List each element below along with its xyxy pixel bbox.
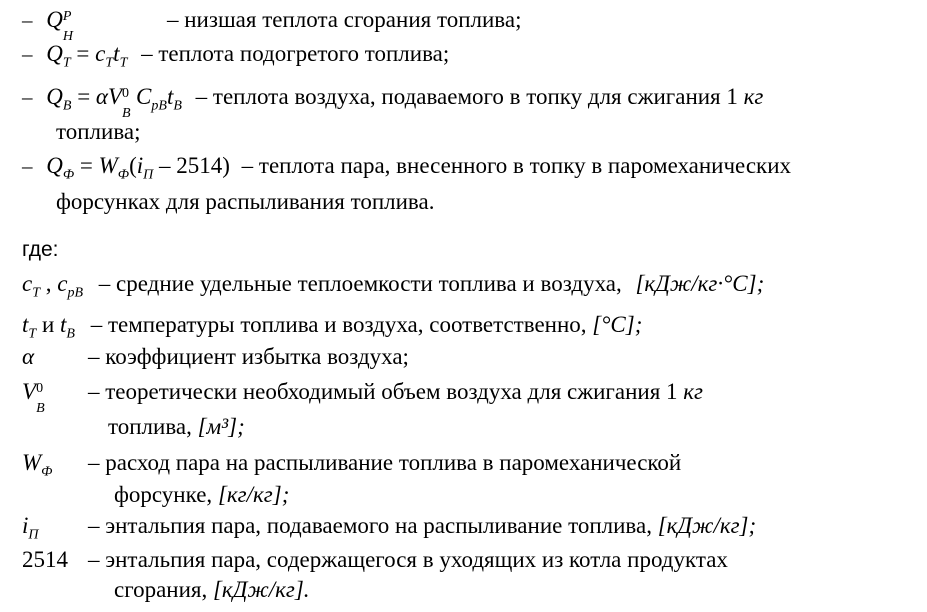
def-unit: [°С]; [592, 312, 643, 337]
def-text: – расход пара на распыливание топлива в паромеханической [88, 450, 682, 475]
item-text: – низшая теплота сгорания топлива; [167, 7, 522, 32]
def-t [22, 311, 643, 342]
continuation-text: сгорания, [114, 577, 208, 602]
continuation-unit: [м³]; [197, 414, 245, 439]
item-qb-continuation: топлива; [56, 119, 141, 144]
def-c [22, 270, 765, 301]
bullet-dash: – [22, 8, 33, 32]
def-unit: кг [683, 379, 704, 404]
symbol-w: $W_Ф$ [22, 450, 53, 480]
formula-qt: $Q_T = c_Tt_T$ [46, 41, 128, 71]
def-v [22, 378, 704, 416]
def-2514 [22, 546, 728, 574]
continuation-text: топлива, [108, 414, 192, 439]
bullet-dash: – [22, 42, 33, 66]
def-w [22, 449, 682, 480]
def-text: – энтальпия пара, подаваемого на распыливание топлива, [88, 513, 652, 538]
item-text: – теплота подогретого топлива; [141, 41, 450, 66]
formula-qb: $Q_B = \alpha V$ 0 B $C_{pB}t_B$ [46, 84, 182, 121]
def-alpha [22, 343, 409, 371]
item-qb [22, 83, 764, 121]
item-qhp [22, 6, 522, 44]
def-2514-continuation [114, 576, 310, 604]
item-qt [22, 40, 450, 71]
where-label: где: [22, 238, 59, 261]
item-unit: кг [743, 84, 764, 109]
def-text: – средние удельные теплоемкости топлива и воздуха, [98, 271, 622, 296]
item-qf-continuation: форсунках для распыливания топлива. [56, 189, 435, 214]
item-qf [22, 152, 792, 183]
symbol-i: $i_П$ [22, 513, 39, 543]
def-unit: [кДж/кг·°С]; [635, 271, 765, 296]
item-text: – теплота воздуха, подаваемого в топку для сжигания 1 [195, 84, 738, 109]
formula-qf: $Q_Ф = W_Ф(i_П - 2514)$ [46, 153, 236, 183]
def-text: – теоретически необходимый объем воздуха для сжигания 1 [88, 379, 678, 404]
def-unit: [кДж/кг]; [657, 513, 757, 538]
def-w-continuation [114, 481, 289, 509]
def-text: – энтальпия пара, содержащегося в уходящих из котла продуктах [88, 547, 728, 572]
symbol-alpha: α [22, 344, 35, 369]
def-text: – коэффициент избытка воздуха; [88, 344, 409, 369]
bullet-dash: – [22, 85, 33, 109]
bullet-dash: – [22, 154, 33, 178]
def-i [22, 512, 757, 543]
item-text: – теплота пара, внесенного в топку в паромеханических [241, 153, 792, 178]
continuation-unit: [кг/кг]; [217, 482, 290, 507]
symbol-c: $c_T$ , $c_{pB}$ [22, 271, 84, 301]
symbol-t: $t_T$ и $t_B$ [22, 312, 75, 342]
formula-qhp: Q P H [46, 7, 73, 44]
symbol-2514: 2514 [22, 547, 68, 572]
continuation-unit: [кДж/кг]. [212, 577, 310, 602]
def-text: – температуры топлива и воздуха, соответственно, [90, 312, 587, 337]
symbol-v: V 0 B [22, 379, 45, 416]
def-v-continuation [108, 413, 245, 441]
continuation-text: форсунке, [114, 482, 213, 507]
